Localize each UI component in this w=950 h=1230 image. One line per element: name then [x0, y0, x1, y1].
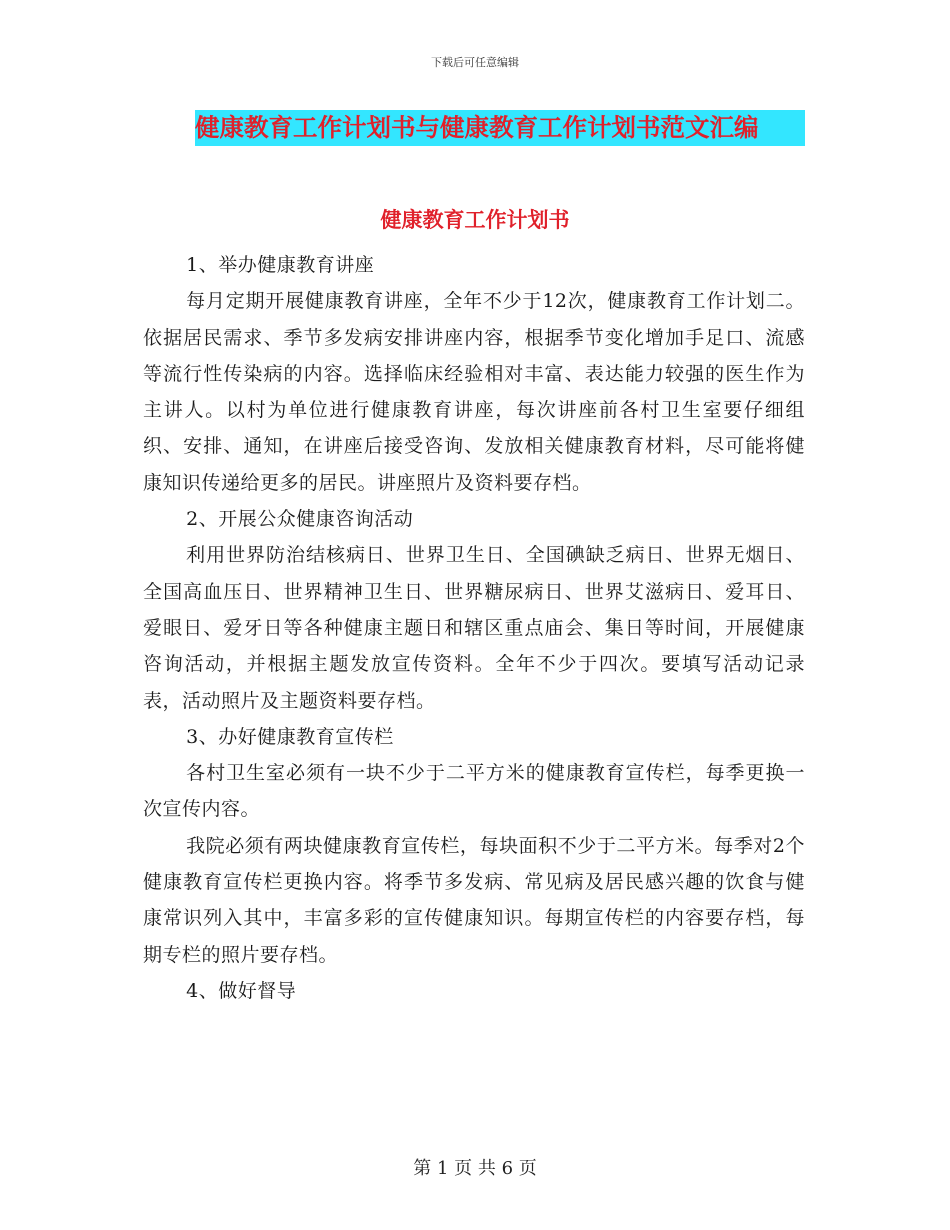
heading-lectures: 1、举办健康教育讲座	[186, 254, 375, 276]
paragraph-bulletin-village: 各村卫生室必须有一块不少于二平方米的健康教育宣传栏，每季更换一次宣传内容。	[143, 762, 805, 821]
document-title: 健康教育工作计划书与健康教育工作计划书范文汇编	[195, 113, 759, 142]
paragraph-consultation: 利用世界防治结核病日、世界卫生日、全国碘缺乏病日、世界无烟日、全国高血压日、世界精神卫生日、世界糖尿病日、世界艾滋病日、爱耳日、爱眼日、爱牙日等各种健康主题日和辖区重点庙会、集日等时间，开展健康咨询活动，并根据主题发放宣传资料。全年不少于四次。要填写活动记录表，活动照片及主题资料要存档。	[143, 544, 805, 712]
heading-bulletin: 3、办好健康教育宣传栏	[186, 725, 394, 748]
header-note: 下载后可任意编辑	[431, 56, 519, 69]
heading-consultation: 2、开展公众健康咨询活动	[186, 508, 414, 531]
section-title: 健康教育工作计划书	[380, 208, 570, 232]
paragraph-bulletin-hospital: 我院必须有两块健康教育宣传栏，每块面积不少于二平方米。每季对2个健康教育宣传栏更换内容。将季节多发病、常见病及居民感兴趣的饮食与健康常识列入其中，丰富多彩的宣传健康知识。每期宣传栏的内容要存档，每期专栏的照片要存档。	[143, 834, 805, 966]
page-footer: 第 1 页 共 6 页	[413, 1158, 537, 1179]
heading-supervision: 4、做好督导	[186, 979, 297, 1002]
document-body	[143, 247, 805, 1009]
paragraph-lectures: 每月定期开展健康教育讲座，全年不少于12次，健康教育工作计划二。依据居民需求、季节多发病安排讲座内容，根据季节变化增加手足口、流感等流行性传染病的内容。选择临床经验相对丰富、表达能力较强的医生作为主讲人。以村为单位进行健康教育讲座，每次讲座前各村卫生室要仔细组织、安排、通知，在讲座后接受咨询、发放相关健康教育材料，尽可能将健康知识传递给更多的居民。讲座照片及资料要存档。	[143, 290, 805, 494]
